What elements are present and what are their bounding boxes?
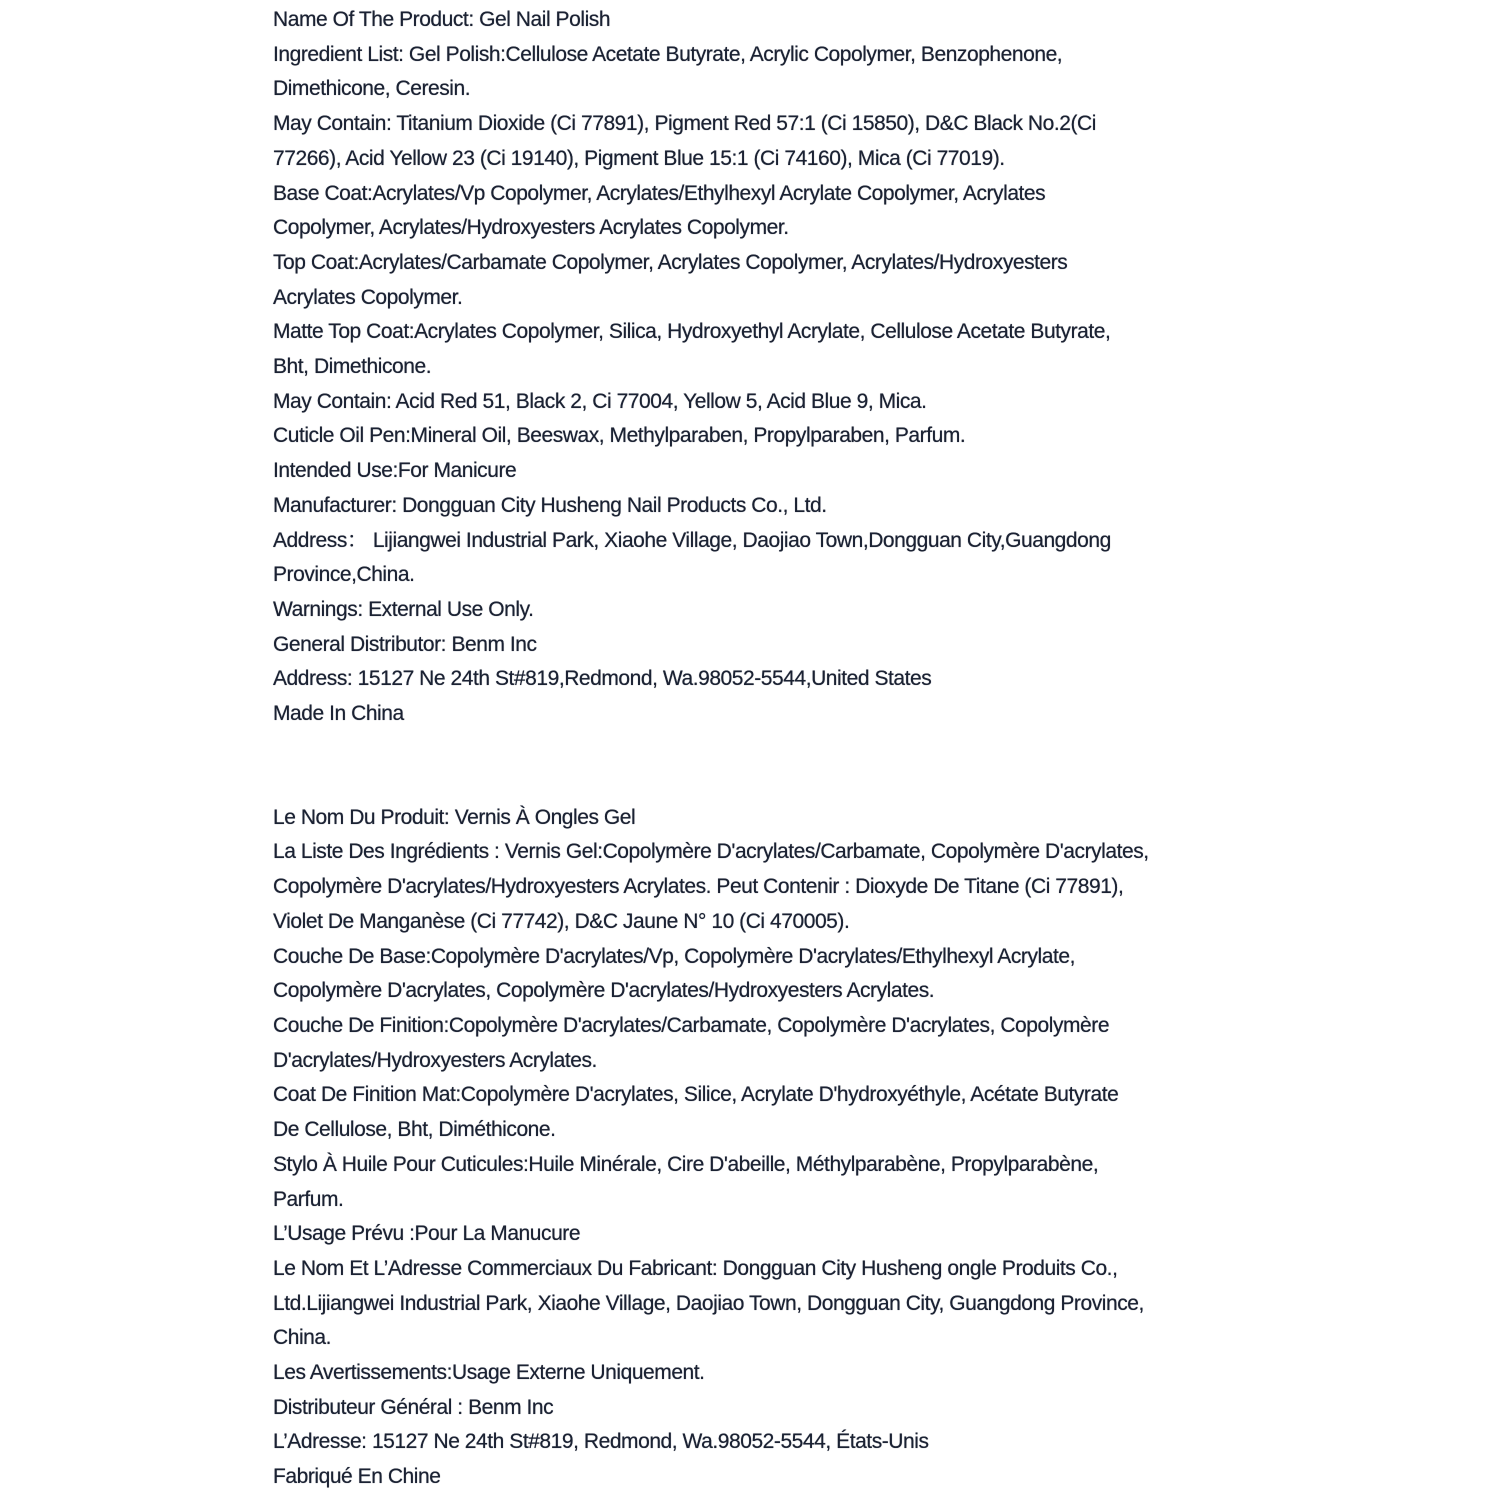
text-line: Coat De Finition Mat:Copolymère D'acrylates, Silice, Acrylate D'hydroxyéthyle, Acétate Butyrate <box>273 1083 1119 1107</box>
french-label-section <box>273 801 1453 1495</box>
text-line: L’Adresse: 15127 Ne 24th St#819, Redmond, Wa.98052-5544, États-Unis <box>273 1430 929 1454</box>
text-line: Address: 15127 Ne 24th St#819,Redmond, Wa.98052-5544,United States <box>273 667 932 691</box>
text-line: Le Nom Et L’Adresse Commerciaux Du Fabricant: Dongguan City Husheng ongle Produits Co., <box>273 1256 1118 1280</box>
text-line: Ltd.Lijiangwei Industrial Park, Xiaohe Village, Daojiao Town, Dongguan City, Guangdong Province, <box>273 1291 1144 1315</box>
text-line: Cuticle Oil Pen:Mineral Oil, Beeswax, Methylparaben, Propylparaben, Parfum. <box>273 424 966 448</box>
text-line: Distributeur Général : Benm Inc <box>273 1395 554 1419</box>
text-line: Le Nom Du Produit: Vernis À Ongles Gel <box>273 805 636 829</box>
text-line: Copolymère D'acrylates/Hydroxyesters Acrylates. Peut Contenir : Dioxyde De Titane (Ci 77891), <box>273 875 1124 899</box>
text-line: Warnings: External Use Only. <box>273 597 534 621</box>
text-line: Bht, Dimethicone. <box>273 355 432 379</box>
text-line: Name Of The Product: Gel Nail Polish <box>273 8 611 31</box>
text-line: Copolymère D'acrylates, Copolymère D'acrylates/Hydroxyesters Acrylates. <box>273 979 935 1003</box>
text-line: Couche De Finition:Copolymère D'acrylates/Carbamate, Copolymère D'acrylates, Copolymère <box>273 1013 1110 1037</box>
text-line: Stylo À Huile Pour Cuticules:Huile Minérale, Cire D'abeille, Méthylparabène, Propylparabène, <box>273 1152 1099 1176</box>
text-line: Les Avertissements:Usage Externe Uniquement. <box>273 1361 705 1385</box>
text-line: Address： Lijiangwei Industrial Park, Xiaohe Village, Daojiao Town,Dongguan City,Guangdong <box>273 528 1111 552</box>
text-line: L’Usage Prévu :Pour La Manucure <box>273 1222 581 1246</box>
text-line: Made In China <box>273 702 404 726</box>
text-line: La Liste Des Ingrédients : Vernis Gel:Copolymère D'acrylates/Carbamate, Copolymère D'acrylates, <box>273 840 1149 864</box>
text-line: Ingredient List: Gel Polish:Cellulose Acetate Butyrate, Acrylic Copolymer, Benzophenone, <box>273 42 1063 66</box>
text-line: Top Coat:Acrylates/Carbamate Copolymer, Acrylates Copolymer, Acrylates/Hydroxyesters <box>273 250 1068 274</box>
text-line: Acrylates Copolymer. <box>273 285 463 309</box>
text-line: Manufacturer: Dongguan City Husheng Nail Products Co., Ltd. <box>273 493 827 517</box>
text-line: Parfum. <box>273 1187 344 1211</box>
text-line: Base Coat:Acrylates/Vp Copolymer, Acrylates/Ethylhexyl Acrylate Copolymer, Acrylates <box>273 181 1046 205</box>
text-line: D'acrylates/Hydroxyesters Acrylates. <box>273 1048 597 1072</box>
text-line: Violet De Manganèse (Ci 77742), D&C Jaune N° 10 (Ci 470005). <box>273 909 850 933</box>
text-line: Fabriqué En Chine <box>273 1465 441 1489</box>
text-line: Copolymer, Acrylates/Hydroxyesters Acrylates Copolymer. <box>273 216 789 240</box>
text-line: De Cellulose, Bht, Diméthicone. <box>273 1118 556 1142</box>
text-line: Intended Use:For Manicure <box>273 459 517 483</box>
text-line: Dimethicone, Ceresin. <box>273 77 471 101</box>
text-line: May Contain: Titanium Dioxide (Ci 77891), Pigment Red 57:1 (Ci 15850), D&C Black No.2(Ci <box>273 112 1096 136</box>
text-line: Matte Top Coat:Acrylates Copolymer, Silica, Hydroxyethyl Acrylate, Cellulose Acetate Butyrate, <box>273 320 1111 344</box>
text-line: May Contain: Acid Red 51, Black 2, Ci 77004, Yellow 5, Acid Blue 9, Mica. <box>273 389 927 413</box>
document-content <box>273 3 1453 1495</box>
text-line: General Distributor: Benm Inc <box>273 632 537 656</box>
text-line: 77266), Acid Yellow 23 (Ci 19140), Pigment Blue 15:1 (Ci 74160), Mica (Ci 77019). <box>273 146 1005 170</box>
text-line: Couche De Base:Copolymère D'acrylates/Vp, Copolymère D'acrylates/Ethylhexyl Acrylate, <box>273 944 1075 968</box>
text-line: Province,China. <box>273 563 415 587</box>
text-line: China. <box>273 1326 332 1350</box>
english-label-section <box>273 3 1453 732</box>
